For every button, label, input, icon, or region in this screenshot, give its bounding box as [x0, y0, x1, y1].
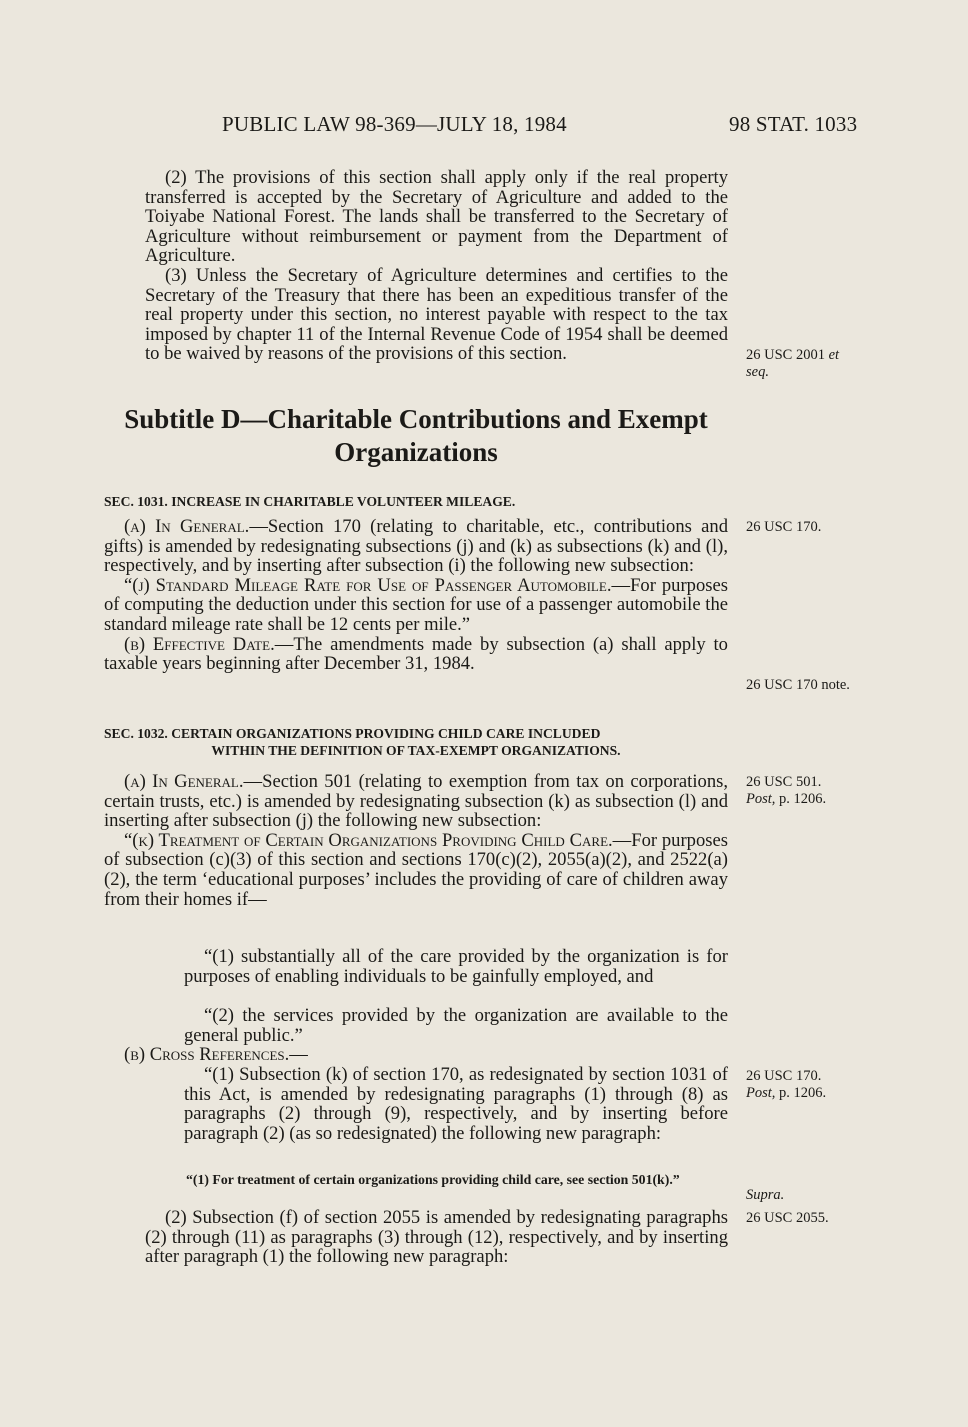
subsection-a-label: (a) In General.	[124, 771, 244, 792]
margin-note-usc-170: 26 USC 170.	[746, 519, 822, 535]
paragraph-2	[145, 168, 728, 266]
margin-note-usc-170-note: 26 USC 170 note.	[746, 677, 850, 693]
margin-note-supra: Supra.	[746, 1187, 785, 1203]
section-1031-subsection-a	[104, 517, 728, 674]
section-1031-heading: SEC. 1031. INCREASE IN CHARITABLE VOLUNTEER MILEAGE.	[104, 494, 516, 509]
paragraph-k-2	[184, 1006, 728, 1045]
running-header-title: PUBLIC LAW 98-369—JULY 18, 1984	[222, 112, 567, 136]
subsection-k-label: “(k) Treatment of Certain Organizations Providing Child Care.	[124, 829, 613, 851]
paragraph-k-1-text: “(1) substantially all of the care provided by the organization is for purposes of enabling individuals to be gainfully employed, and	[184, 946, 728, 987]
paragraph-2-text: (2) The provisions of this section shall apply only if the real property transferred is accepted by the Secretary of Agriculture and added to the Toiyabe National Forest. The lands shall be transferred to the Secretary of Agriculture without reimbursement or payment from the Department of Agriculture.	[145, 167, 728, 267]
section-1032-subsection-b-label: (b) Cross References.—	[124, 1044, 308, 1065]
paragraph-b-2-text: (2) Subsection (f) of section 2055 is amended by redesignating paragraphs (2) through (11) as paragraphs (3) through (12), respectively, and by inserting after paragraph (1) the following new paragraph:	[145, 1207, 728, 1268]
running-header-stat: 98 STAT. 1033	[729, 112, 858, 136]
section-1032-heading: SEC. 1032. CERTAIN ORGANIZATIONS PROVIDING CHILD CARE INCLUDED WITHIN THE DEFINITION OF TAX-EXEMPT ORGANIZATIONS.	[104, 726, 621, 758]
subsection-k-text: —For purposes of subsection (c)(3) of this section and sections 170(c)(2), 2055(a)(2), and 2522(a)(2), the term ‘educational purposes’ includes the providing of care of children away from their homes if—	[104, 829, 728, 910]
subsection-a-text: —Section 501 (relating to exemption from tax on corporations, certain trusts, etc.) is amended by redesignating subsection (k) as subsection (l) and inserting after subsection (j) the following new subsection:	[104, 771, 728, 832]
section-1032-subsection-a	[104, 772, 728, 909]
margin-note-usc-2001: 26 USC 2001 et seq.	[746, 347, 840, 380]
paragraph-b-1	[184, 1065, 728, 1143]
paragraph-3-text: (3) Unless the Secretary of Agriculture determines and certifies to the Secretary of the Treasury that there has been an expeditious transfer of the real property under this section, no interest payable with respect to the tax imposed by chapter 11 of the Internal Revenue Code of 1954 shall be deemed to be waived by reasons of the provisions of this section.	[145, 265, 728, 365]
subtitle-heading: Subtitle D—Charitable Contributions and Exempt Organizations	[124, 404, 708, 467]
subsection-a-text: —Section 170 (relating to charitable, etc., contributions and gifts) is amended by redesignating subsections (j) and (k) as subsections (k) and (l), respectively, and by inserting after subsection (i) the following new subsection:	[104, 516, 729, 577]
subsection-a-label: (a) In General.	[124, 516, 250, 537]
margin-note-usc-2055: 26 USC 2055.	[746, 1210, 829, 1226]
paragraph-k-2-text: “(2) the services provided by the organization are available to the general public.”	[184, 1005, 728, 1046]
paragraph-b-1-text: “(1) Subsection (k) of section 170, as redesignated by section 1031 of this Act, is amended by redesignating paragraphs (1) through (8) as paragraphs (2) through (9), respectively, and by inserting before paragraph (2) (as so redesignated) the following new paragraph:	[184, 1064, 728, 1144]
margin-note-usc-501: 26 USC 501. Post, p. 1206.	[746, 774, 827, 807]
paragraph-k-1	[184, 947, 728, 986]
quoted-paragraph: “(1) For treatment of certain organizations providing child care, see section 501(k).”	[186, 1172, 680, 1187]
paragraph-3	[145, 266, 728, 364]
subsection-b-label: (b) Effective Date.	[124, 633, 275, 655]
subsection-j-text: —For purposes of computing the deduction under this section for use of a passenger automobile the standard mileage rate shall be 12 cents per mile.”	[104, 574, 728, 635]
paragraph-b-2	[145, 1208, 728, 1267]
margin-note-usc-170-b: 26 USC 170. Post, p. 1206.	[746, 1068, 827, 1101]
subsection-j-label: “(j) Standard Mileage Rate for Use of Passenger Automobile.	[124, 574, 612, 596]
subsection-b-text: —The amendments made by subsection (a) shall apply to taxable years beginning after December 31, 1984.	[104, 633, 728, 675]
